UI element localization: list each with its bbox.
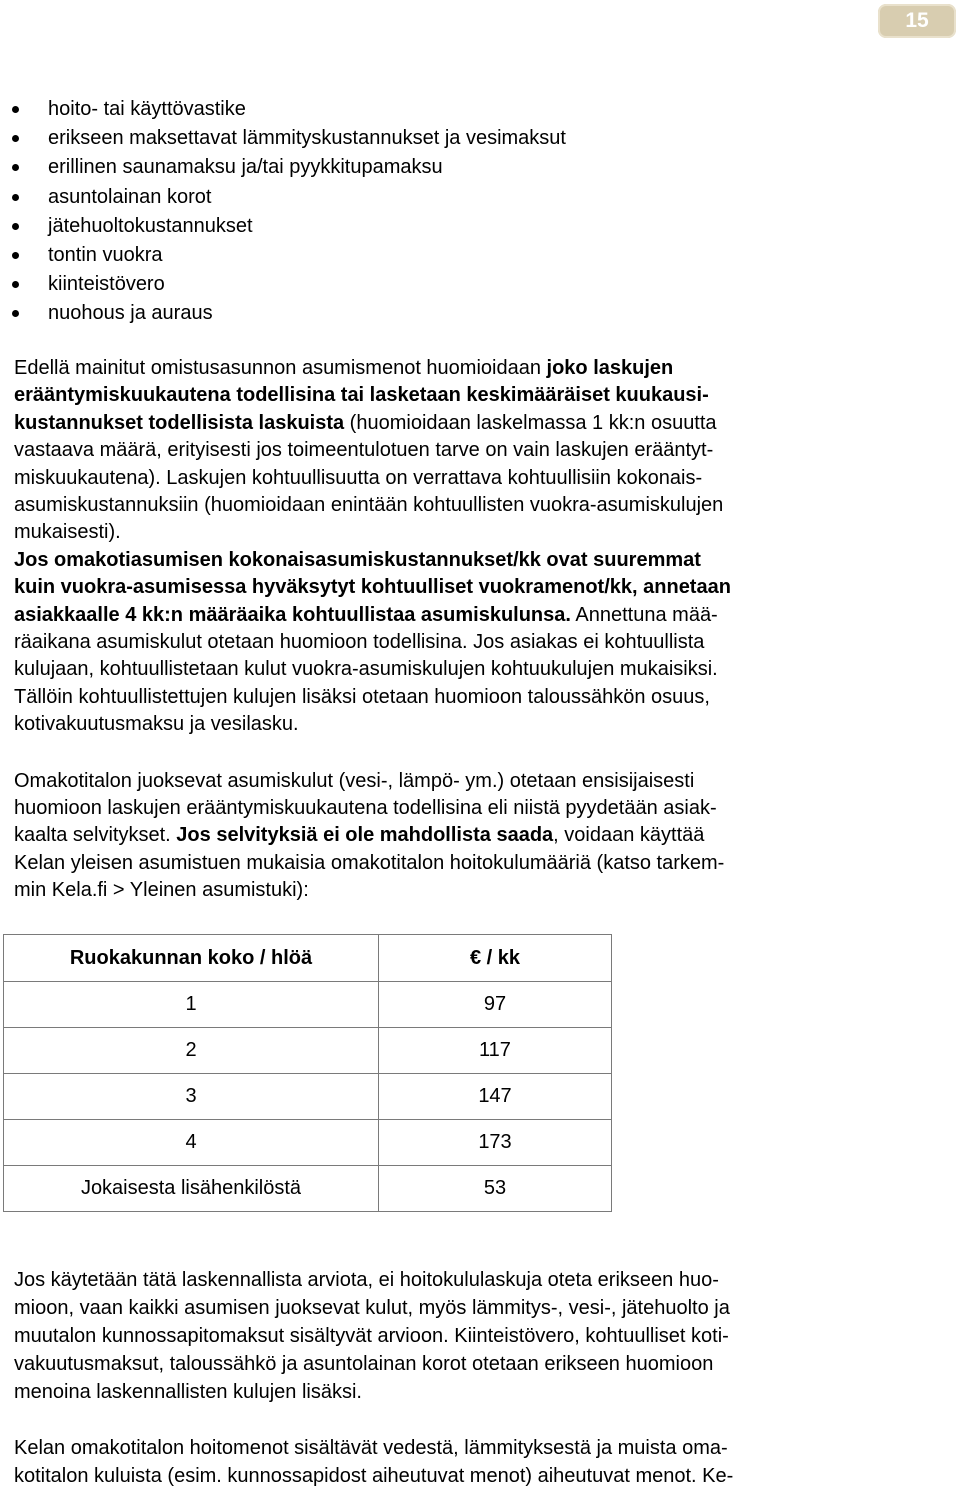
list-item: hoito- tai käyttövastike: [8, 95, 566, 124]
column-header-household-size: Ruokakunnan koko / hlöä: [4, 935, 379, 982]
text-bold: Jos omakotiasumisen kokonaisasumiskustannukset/kk ovat suuremmat: [14, 548, 701, 571]
table-header-row: [4, 935, 612, 982]
column-header-euro-per-month: € / kk: [379, 935, 612, 982]
table-cell: 53: [379, 1166, 612, 1212]
text-bold: Jos selvityksiä ei ole mahdollista saada: [176, 824, 554, 847]
text-line: kulujaan, kohtuullistetaan kulut vuokra-asumiskulujen kohtuukulujen mukaisiksi.: [14, 658, 718, 681]
table-cell: 1: [4, 982, 379, 1028]
text-line: Omakotitalon juoksevat asumiskulut (vesi-, lämpö- ym.) otetaan ensisijaisesti: [14, 770, 695, 792]
list-item: erikseen maksettavat lämmityskustannukset ja vesimaksut: [8, 124, 566, 153]
list-item: asuntolainan korot: [8, 183, 566, 212]
text-line: Jos käytetään tätä laskennallista arviota, ei hoitokululaskuja oteta erikseen huo-: [14, 1269, 719, 1291]
paragraph-detached-house-costs: [14, 768, 884, 904]
table-cell: 3: [4, 1074, 379, 1120]
table-cell: 117: [379, 1028, 612, 1074]
table-row: [4, 1028, 612, 1074]
text-line: mukaisesti).: [14, 521, 121, 544]
list-item: erillinen saunamaksu ja/tai pyykkitupamaksu: [8, 153, 566, 182]
table-row: [4, 982, 612, 1028]
text-line: huomioon laskujen erääntymiskuukautena todellisina eli niistä pyydetään asiak-: [14, 797, 717, 820]
text-line: kotivakuutusmaksu ja vesilasku.: [14, 713, 299, 736]
list-item: jätehuoltokustannukset: [8, 212, 566, 241]
table-cell: 97: [379, 982, 612, 1028]
page-number: 15: [905, 9, 929, 32]
text-line: min Kela.fi > Yleinen asumistuki):: [14, 878, 309, 901]
text-line: räaikana asumiskulut otetaan huomioon todellisina. Jos asiakas ei kohtuullista: [14, 631, 705, 654]
text-line: Kelan yleisen asumistuen mukaisia omakotitalon hoitokulumääriä (katso tarkem-: [14, 851, 725, 874]
text-bold: kuin vuokra-asumisessa hyväksytyt kohtuulliset vuokramenot/kk, annetaan: [14, 576, 731, 599]
text-line: kotitalon kuluista (esim. kunnossapidost aiheutuvat menot) aiheutuvat menot. Ke-: [14, 1465, 734, 1487]
text-line: kaalta selvitykset.: [14, 824, 177, 847]
table-row: [4, 1074, 612, 1120]
text-bold: joko laskujen: [546, 357, 674, 379]
housing-cost-list: [8, 95, 566, 329]
text-line: miskuukautena). Laskujen kohtuullisuutta on verrattava kohtuullisiin kokonais-: [14, 466, 703, 489]
text-line: , voidaan käyttää: [553, 824, 705, 847]
table-cell: Jokaisesta lisähenkilöstä: [4, 1166, 379, 1212]
text-bold: kustannukset todellisista laskuista: [14, 411, 345, 434]
text-line: menoina laskennallisten kulujen lisäksi.: [14, 1381, 362, 1403]
text-bold: asiakkaalle 4 kk:n määräaika kohtuullistaa asumiskulunsa.: [14, 603, 571, 626]
text-line: vastaava määrä, erityisesti jos toimeentulotuen tarve on vain laskujen erääntyt-: [14, 439, 714, 462]
text-line: (huomioidaan laskelmassa 1 kk:n osuutta: [344, 411, 717, 434]
table-cell: 4: [4, 1120, 379, 1166]
text-line: mioon, vaan kaikki asumisen juoksevat kulut, myös lämmitys-, vesi-, jätehuolto ja: [14, 1297, 730, 1319]
text-bold: erääntymiskuukautena todellisina tai lasketaan keskimääräiset kuukausi-: [14, 384, 709, 407]
maintenance-cost-table: [3, 934, 612, 1212]
paragraph-owner-housing-costs: [14, 355, 884, 739]
text-line: Tällöin kohtuullistettujen kulujen lisäksi otetaan huomioon taloussähkön osuus,: [14, 685, 710, 708]
text-line: muutalon kunnossapitomaksut sisältyvät arvioon. Kiinteistövero, kohtuulliset koti-: [14, 1325, 729, 1347]
text-line: asumiskustannuksiin (huomioidaan enintään kohtuullisten vuokra-asumiskulujen: [14, 494, 724, 517]
table-cell: 173: [379, 1120, 612, 1166]
text-line: vakuutusmaksut, taloussähkö ja asuntolainan korot otetaan erikseen huomioon: [14, 1353, 714, 1375]
text-line: Annettuna mää-: [570, 603, 718, 626]
paragraph-calculated-estimate: [14, 1266, 884, 1406]
text-line: Edellä mainitut omistusasunnon asumismenot huomioidaan: [14, 357, 547, 379]
table-cell: 147: [379, 1074, 612, 1120]
table-row: [4, 1120, 612, 1166]
list-item: kiinteistövero: [8, 270, 566, 299]
text-line: Kelan omakotitalon hoitomenot sisältävät vedestä, lämmityksestä ja muista oma-: [14, 1437, 728, 1459]
page-number-badge: [878, 4, 956, 38]
table-row: [4, 1166, 612, 1212]
list-item: tontin vuokra: [8, 241, 566, 270]
paragraph-kela-maintenance: [14, 1434, 884, 1490]
list-item: nuohous ja auraus: [8, 299, 566, 328]
table-cell: 2: [4, 1028, 379, 1074]
